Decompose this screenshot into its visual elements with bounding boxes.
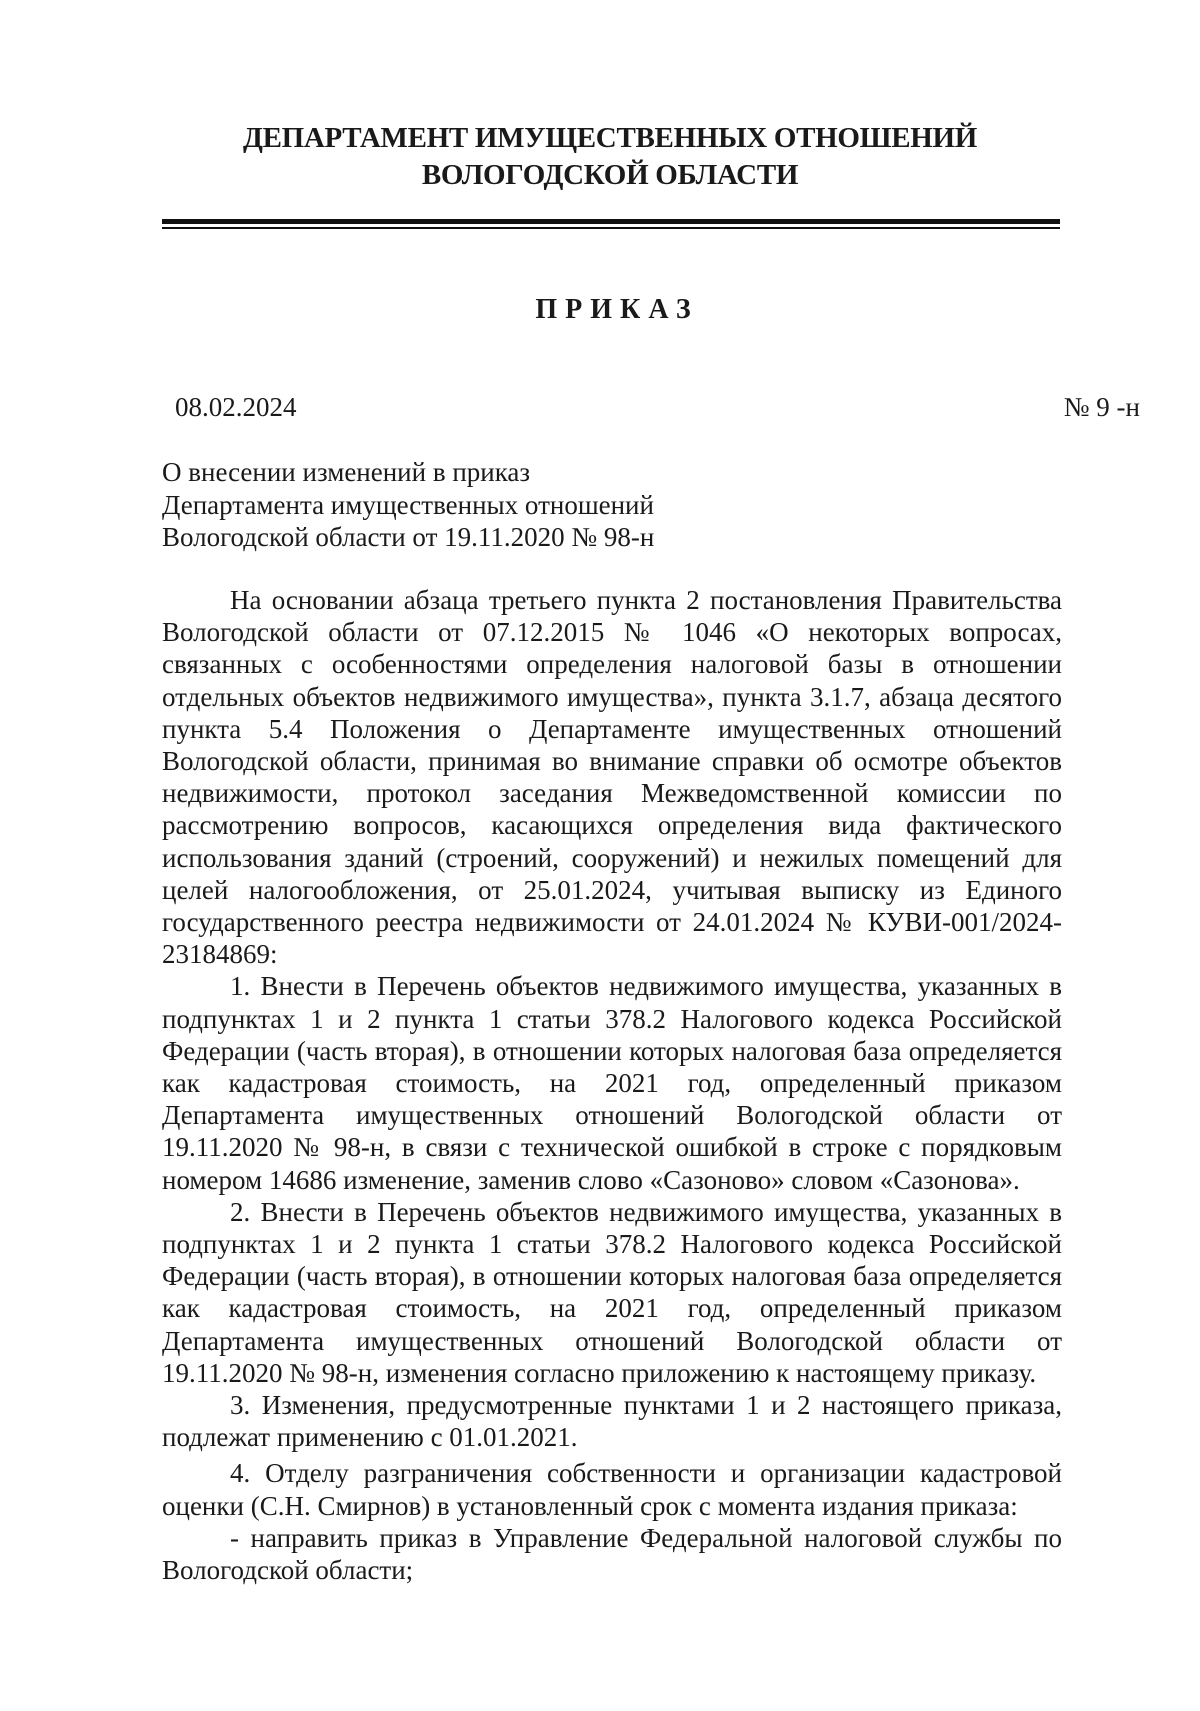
header-divider-thick (162, 219, 1060, 224)
clause-4-paragraph: 4. Отделу разграничения собственности и организации кадастровой оценки (С.Н. Смирнов) в установленный срок с момента издания приказа: (162, 1458, 1062, 1521)
department-header-line-2: ВОЛОГОДСКОЙ ОБЛАСТИ (421, 159, 799, 191)
clause-3-paragraph: 3. Изменения, предусмотренные пунктами 1 и 2 настоящего приказа, подлежат применению с 01.01.2021. (162, 1390, 1062, 1453)
order-subject-line-3: Вологодской области от 19.11.2020 № 98-н (162, 522, 655, 552)
header-divider-thin (162, 227, 1060, 229)
order-body (162, 584, 1062, 1586)
department-header-line-1: ДЕПАРТАМЕНТ ИМУЩЕСТВЕННЫХ ОТНОШЕНИЙ (242, 122, 978, 154)
clause-1-paragraph: 1. Внести в Перечень объектов недвижимого имущества, указанных в подпунктах 1 и 2 пункта 1 статьи 378.2 Налогового кодекса Российской Федерации (часть вторая), в отношении которых налоговая база определяется как кадастровая стоимость, на 2021 год, определенный приказом Департамента имущественных отношений Вологодской области от 19.11.2020 № 98-н, в связи с технической ошибкой в строке с порядковым номером 14686 изменение, заменив слово «Сазоново» словом «Сазонова». (162, 971, 1062, 1195)
order-date: 08.02.2024 (175, 392, 297, 422)
order-number: № 9 -н (1063, 392, 1140, 422)
department-header (160, 120, 1060, 194)
order-subject (162, 456, 862, 554)
preamble-paragraph: На основании абзаца третьего пункта 2 постановления Правительства Вологодской области от 07.12.2015 № 1046 «О некоторых вопросах, связанных с особенностями определения налоговой базы в отношении отдельных объектов недвижимого имущества», пункта 3.1.7, абзаца десятого пункта 5.4 Положения о Департаменте имущественных отношений Вологодской области, принимая во внимание справки об осмотре объектов недвижимости, протокол заседания Межведомственной комиссии по рассмотрению вопросов, касающихся определения вида фактического использования зданий (строений, сооружений) и нежилых помещений для целей налогообложения, от 25.01.2024, учитывая выписку из Единого государственного реестра недвижимости от 24.01.2024 № КУВИ-001/2024-23184869: (162, 585, 1062, 970)
order-subject-line-2: Департамента имущественных отношений (162, 489, 654, 520)
order-title: ПРИКАЗ (535, 294, 699, 325)
clause-4-bullet-paragraph: - направить приказ в Управление Федеральной налоговой службы по Вологодской области; (162, 1522, 1062, 1586)
order-subject-line-1: О внесении изменений в приказ (162, 457, 531, 487)
clause-2-paragraph: 2. Внести в Перечень объектов недвижимого имущества, указанных в подпунктах 1 и 2 пункта 1 статьи 378.2 Налогового кодекса Российской Федерации (часть вторая), в отношении которых налоговая база определяется как кадастровая стоимость, на 2021 год, определенный приказом Департамента имущественных отношений Вологодской области от 19.11.2020 № 98-н, изменения согласно приложению к настоящему приказу. (162, 1196, 1062, 1388)
